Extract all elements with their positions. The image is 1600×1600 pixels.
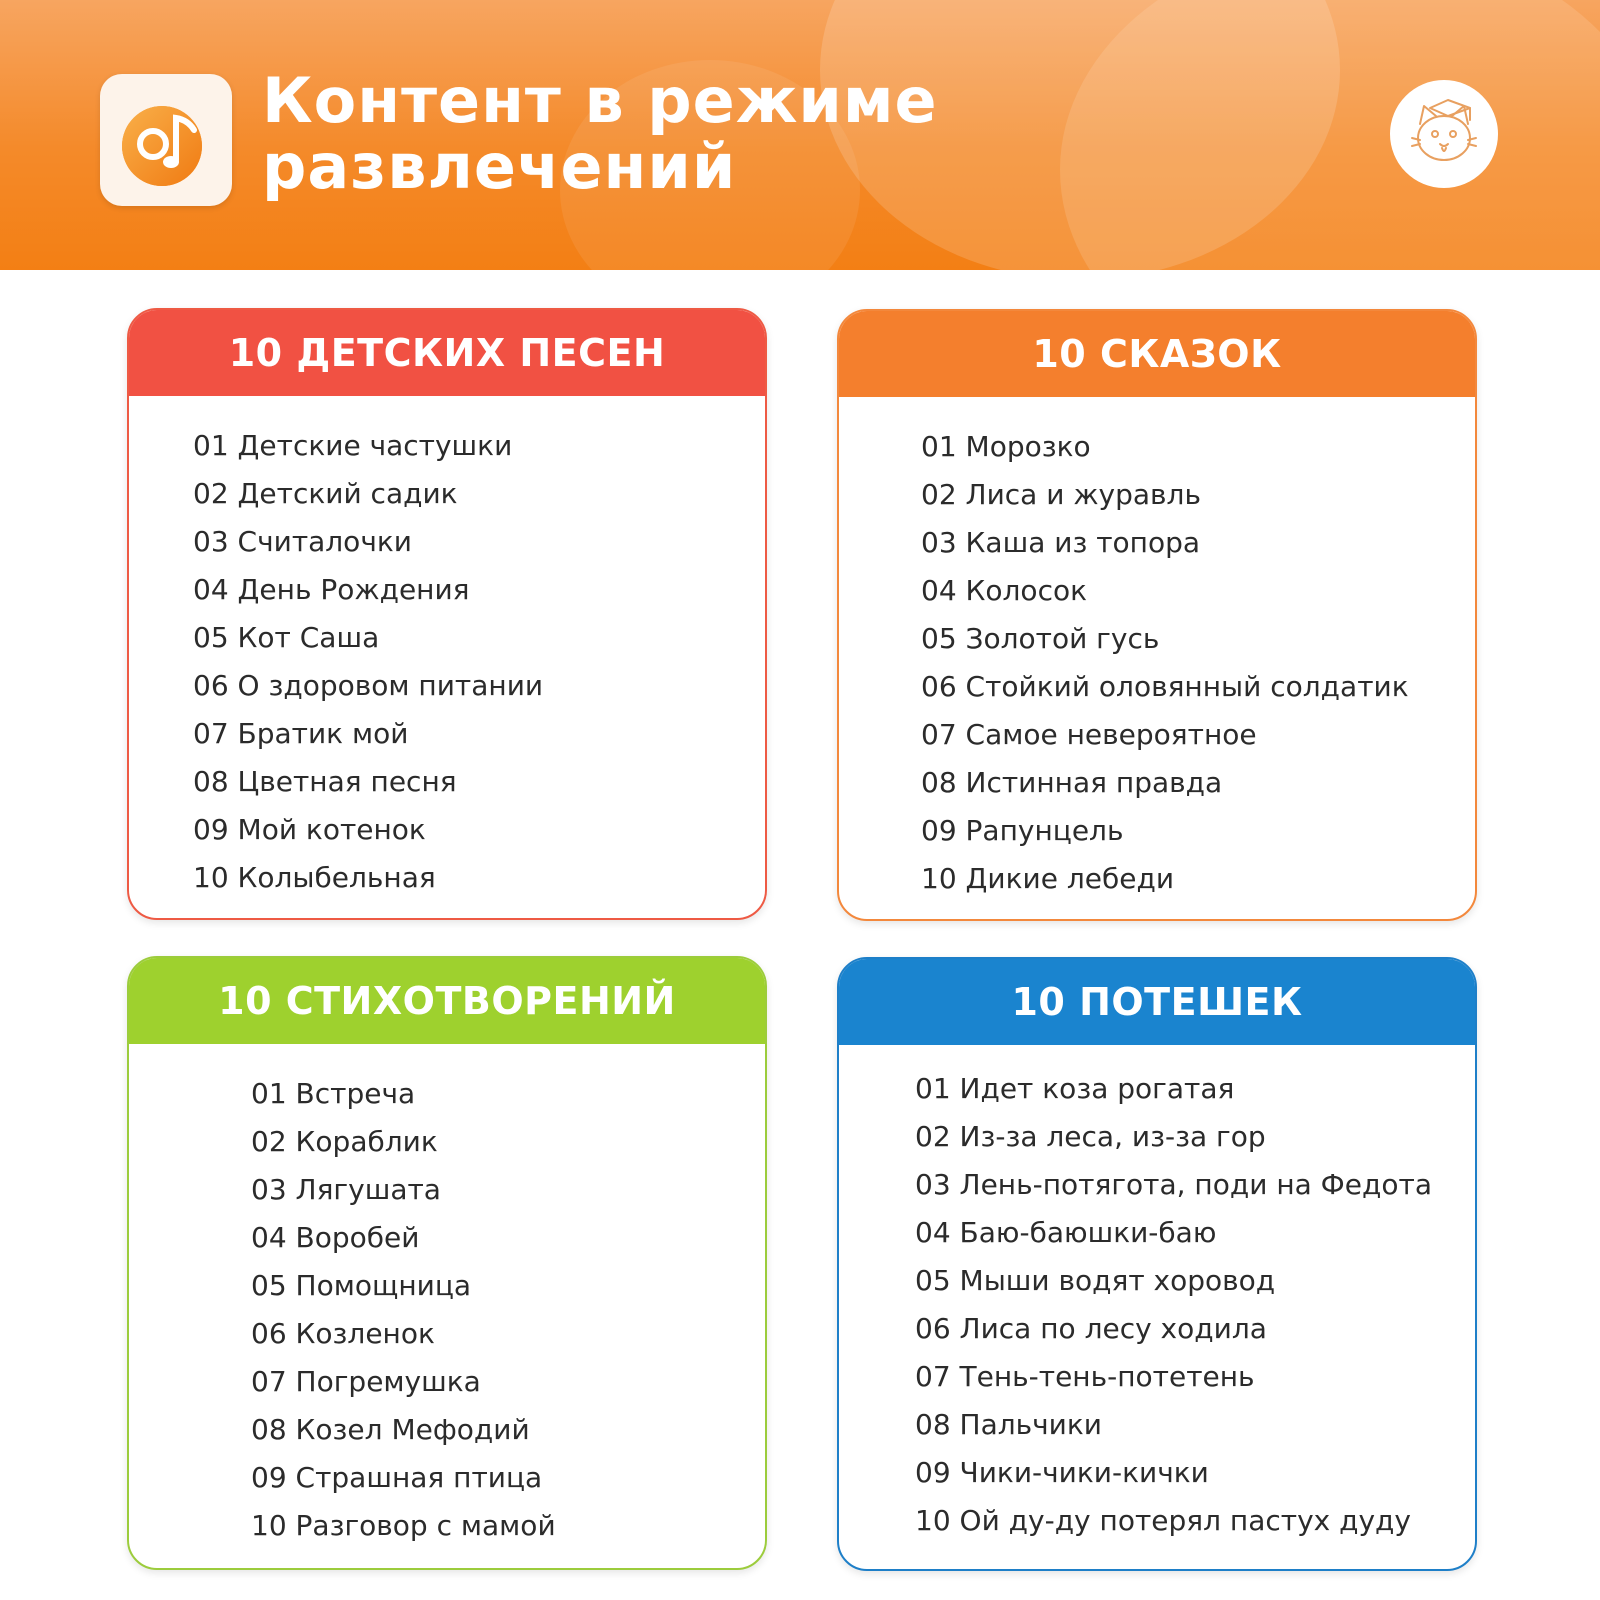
list-item: 03 Каша из топора xyxy=(921,526,1201,559)
list-item: 05 Мыши водят хоровод xyxy=(915,1264,1276,1297)
list-item: 08 Истинная правда xyxy=(921,766,1223,799)
poems-list xyxy=(251,1070,556,1550)
list-item: 03 Лень-потягота, поди на Федота xyxy=(915,1168,1432,1201)
cat-graduate-mascot-icon xyxy=(1390,80,1498,188)
list-item: 02 Лиса и журавль xyxy=(921,478,1201,511)
songs-list xyxy=(193,422,543,902)
list-item: 06 О здоровом питании xyxy=(193,669,544,702)
title-line-1: Контент в режиме xyxy=(262,64,938,137)
list-item: 09 Страшная птица xyxy=(251,1461,543,1494)
songs-card xyxy=(127,308,767,920)
list-item: 10 Ой ду-ду потерял пастух дуду xyxy=(915,1504,1411,1537)
list-item: 06 Стойкий оловянный солдатик xyxy=(921,670,1409,703)
list-item: 04 День Рождения xyxy=(193,573,470,606)
tales-card-title: 10 СКАЗОК xyxy=(839,311,1475,397)
list-item: 08 Пальчики xyxy=(915,1408,1102,1441)
list-item: 08 Цветная песня xyxy=(193,765,457,798)
poems-card-title: 10 СТИХОТВОРЕНИЙ xyxy=(129,958,765,1044)
list-item: 05 Кот Саша xyxy=(193,621,380,654)
tales-card xyxy=(837,309,1477,921)
list-item: 02 Детский садик xyxy=(193,477,458,510)
list-item: 02 Из-за леса, из-за гор xyxy=(915,1120,1266,1153)
list-item: 09 Мой котенок xyxy=(193,813,426,846)
list-item: 04 Колосок xyxy=(921,574,1088,607)
list-item: 04 Баю-баюшки-баю xyxy=(915,1216,1217,1249)
list-item: 06 Лиса по лесу ходила xyxy=(915,1312,1267,1345)
list-item: 10 Разговор с мамой xyxy=(251,1509,556,1542)
poems-card xyxy=(127,956,767,1570)
header-banner xyxy=(0,0,1600,270)
list-item: 05 Золотой гусь xyxy=(921,622,1160,655)
music-disc-icon xyxy=(100,74,232,206)
list-item: 09 Чики-чики-кички xyxy=(915,1456,1209,1489)
nursery-rhymes-list xyxy=(915,1065,1432,1545)
list-item: 10 Колыбельная xyxy=(193,861,436,894)
list-item: 05 Помощница xyxy=(251,1269,472,1302)
list-item: 07 Погремушка xyxy=(251,1365,481,1398)
title-line-2: развлечений xyxy=(262,130,737,203)
list-item: 03 Считалочки xyxy=(193,525,412,558)
list-item: 09 Рапунцель xyxy=(921,814,1124,847)
list-item: 06 Козленок xyxy=(251,1317,435,1350)
list-item: 08 Козел Мефодий xyxy=(251,1413,530,1446)
list-item: 02 Кораблик xyxy=(251,1125,438,1158)
list-item: 03 Лягушата xyxy=(251,1173,441,1206)
banner-highlight xyxy=(1060,0,1600,270)
list-item: 07 Тень-тень-потетень xyxy=(915,1360,1255,1393)
songs-card-title: 10 ДЕТСКИХ ПЕСЕН xyxy=(129,310,765,396)
list-item: 01 Морозко xyxy=(921,430,1091,463)
list-item: 04 Воробей xyxy=(251,1221,420,1254)
list-item: 01 Детские частушки xyxy=(193,429,513,462)
tales-list xyxy=(921,423,1409,903)
nursery-rhymes-card xyxy=(837,957,1477,1571)
list-item: 07 Самое невероятное xyxy=(921,718,1257,751)
list-item: 01 Идет коза рогатая xyxy=(915,1072,1235,1105)
list-item: 10 Дикие лебеди xyxy=(921,862,1175,895)
list-item: 01 Встреча xyxy=(251,1077,416,1110)
nursery-rhymes-card-title: 10 ПОТЕШЕК xyxy=(839,959,1475,1045)
list-item: 07 Братик мой xyxy=(193,717,409,750)
page-title xyxy=(262,64,1082,203)
